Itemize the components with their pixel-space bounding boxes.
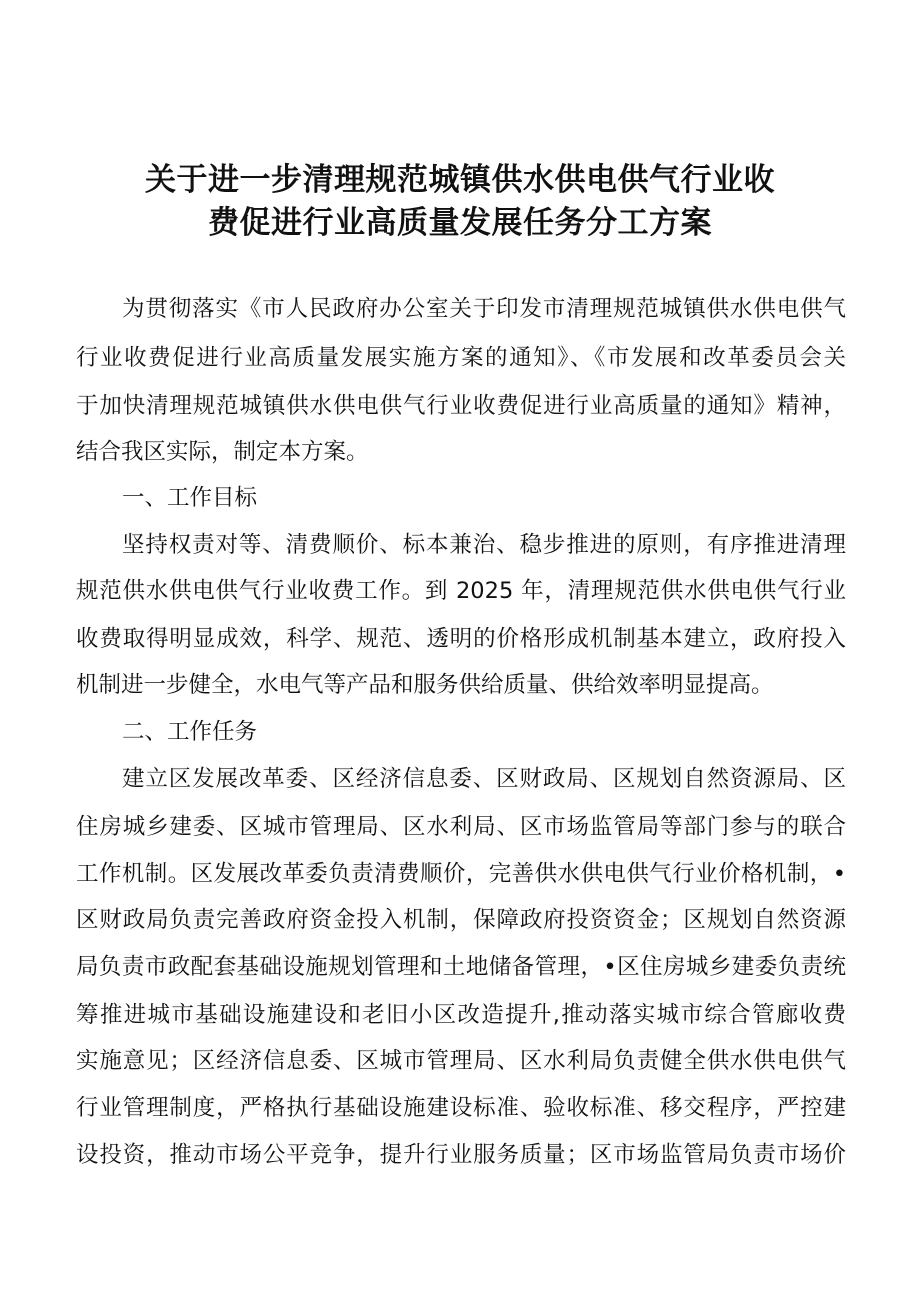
paragraph-1-line: 于加快清理规范城镇供水供电供气行业收费促进行业高质量的通知》精神， xyxy=(76,393,846,419)
paragraph-2-line: 收费取得明显成效，科学、规范、透明的价格形成机制基本建立，政府投入 xyxy=(76,626,846,652)
paragraph-3-line: 建立区发展改革委、区经济信息委、区财政局、区规划自然资源局、区 xyxy=(122,766,846,792)
document-title-line-1: 关于进一步清理规范城镇供水供电供气行业收 xyxy=(145,162,775,198)
paragraph-1-line: 行业收费促进行业高质量发展实施方案的通知》、《市发展和改革委员会关 xyxy=(76,345,846,371)
paragraph-3-line: 行业管理制度，严格执行基础设施建设标准、验收标准、移交程序，严控建 xyxy=(76,1095,846,1121)
paragraph-2-line: 规范供水供电供气行业收费工作。到 2025 年，清理规范供水供电供气行业 xyxy=(76,578,846,604)
paragraph-3-line: 工作机制。区发展改革委负责清费顺价，完善供水供电供气行业价格机制，• xyxy=(76,861,846,887)
paragraph-3-line: 住房城乡建委、区城市管理局、区水利局、区市场监管局等部门参与的联合 xyxy=(76,814,846,840)
paragraph-2-line: 机制进一步健全，水电气等产品和服务供给质量、供给效率明显提高。 xyxy=(76,672,774,698)
section-1-heading: 一、工作目标 xyxy=(122,485,258,511)
paragraph-3-line: 区财政局负责完善政府资金投入机制，保障政府投资资金；区规划自然资源 xyxy=(76,907,846,933)
paragraph-1-line: 为贯彻落实《市人民政府办公室关于印发市清理规范城镇供水供电供气 xyxy=(122,296,846,322)
paragraph-3-line: 局负责市政配套基础设施规划管理和土地储备管理，•区住房城乡建委负责统 xyxy=(76,954,846,980)
paragraph-2-line: 坚持权责对等、清费顺价、标本兼治、稳步推进的原则，有序推进清理 xyxy=(122,532,846,558)
document-title-line-2: 费促进行业高质量发展任务分工方案 xyxy=(208,205,712,241)
section-2-heading: 二、工作任务 xyxy=(122,719,258,745)
paragraph-1-line: 结合我区实际，制定本方案。 xyxy=(76,439,369,465)
paragraph-3-line: 设投资，推动市场公平竞争，提升行业服务质量；区市场监管局负责市场价 xyxy=(76,1142,846,1168)
paragraph-3-line: 筹推进城市基础设施建设和老旧小区改造提升,推动落实城市综合管廊收费 xyxy=(76,1002,846,1028)
paragraph-3-line: 实施意见；区经济信息委、区城市管理局、区水利局负责健全供水供电供气 xyxy=(76,1048,846,1074)
